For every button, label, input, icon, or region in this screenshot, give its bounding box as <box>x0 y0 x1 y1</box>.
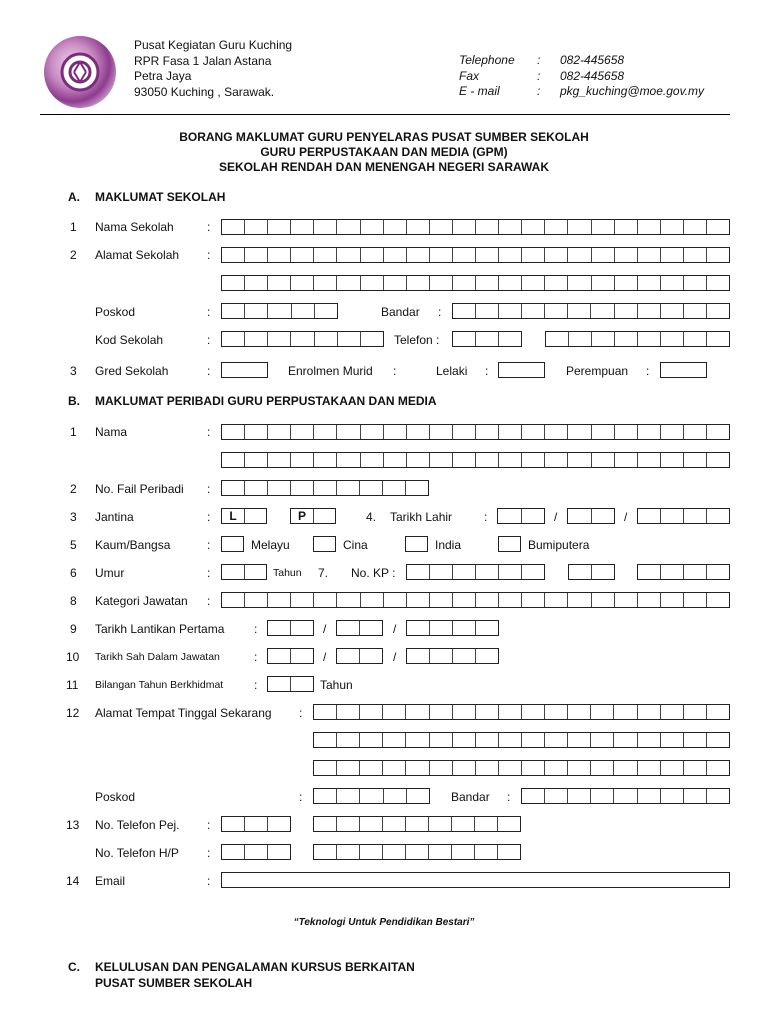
colon: : <box>254 678 258 692</box>
lelaki-label: Lelaki <box>436 364 468 378</box>
form-title-line2: GURU PERPUSTAKAAN DAN MEDIA (GPM) <box>260 145 508 159</box>
no-kp-part2[interactable] <box>568 564 615 580</box>
india-checkbox[interactable] <box>405 536 428 552</box>
tel-hp-number[interactable] <box>313 844 521 860</box>
slash: / <box>393 650 397 664</box>
alamat-tinggal-input-2[interactable] <box>313 732 730 748</box>
colon: : <box>207 364 211 378</box>
colon: : <box>207 248 211 262</box>
bandar-label: Bandar <box>451 790 490 804</box>
kod-sekolah-label: Kod Sekolah <box>95 333 164 347</box>
perempuan-input[interactable] <box>660 362 707 378</box>
sah-day[interactable] <box>267 648 314 664</box>
colon: : <box>438 305 442 319</box>
umur-input[interactable] <box>221 564 267 580</box>
item-number: 5 <box>70 538 77 552</box>
slash: / <box>323 650 327 664</box>
bandar-label: Bandar <box>381 305 420 319</box>
nama-input-1[interactable] <box>221 424 730 440</box>
alamat-tinggal-input-1[interactable] <box>313 704 730 720</box>
colon: : <box>254 622 258 636</box>
enrolmen-label: Enrolmen Murid <box>288 364 373 378</box>
item-number: 8 <box>70 594 77 608</box>
form-title-line1: BORANG MAKLUMAT GURU PENYELARAS PUSAT SUMBER SEKOLAH <box>179 130 589 144</box>
poskod-label: Poskod <box>95 305 136 319</box>
telephone-value: 082-445658 <box>560 53 625 67</box>
alamat-sekolah-input-2[interactable] <box>221 275 730 291</box>
jantina-p-text: P <box>297 509 306 523</box>
bumiputera-checkbox[interactable] <box>498 536 521 552</box>
cina-label: Cina <box>343 538 368 552</box>
gred-sekolah-input[interactable] <box>221 362 268 378</box>
colon: : <box>207 566 211 580</box>
separator: : <box>537 84 541 98</box>
lantikan-month[interactable] <box>336 620 383 636</box>
item-number: 2 <box>70 248 77 262</box>
no-kp-label: No. KP : <box>351 566 396 580</box>
item-number: 9 <box>70 622 77 636</box>
separator: : <box>537 53 541 67</box>
tel-pej-label: No. Telefon Pej. <box>95 818 180 832</box>
no-fail-label: No. Fail Peribadi <box>95 482 184 496</box>
contact-separators <box>537 53 540 100</box>
email-value: pkg_kuching@moe.gov.my <box>560 84 705 98</box>
telefon-area-input[interactable] <box>452 331 522 347</box>
colon: : <box>207 818 211 832</box>
contact-labels <box>459 53 515 100</box>
tahun-label: Tahun <box>273 567 302 579</box>
sah-month[interactable] <box>336 648 383 664</box>
email-label: E - mail <box>459 84 500 98</box>
colon: : <box>207 305 211 319</box>
sah-year[interactable] <box>406 648 499 664</box>
jantina-label: Jantina <box>95 510 134 524</box>
form-title-line3: SEKOLAH RENDAH DAN MENENGAH NEGERI SARAWAK <box>218 160 550 174</box>
tarikh-lantikan-label: Tarikh Lantikan Pertama <box>95 622 225 636</box>
tarikh-lahir-month[interactable] <box>567 508 615 524</box>
lantikan-year[interactable] <box>406 620 499 636</box>
section-c-letter: C. <box>68 960 80 974</box>
tarikh-sah-label: Tarikh Sah Dalam Jawatan <box>95 651 220 663</box>
kaum-label: Kaum/Bangsa <box>95 538 171 552</box>
tel-pej-number[interactable] <box>313 816 521 832</box>
kod-sekolah-input[interactable] <box>221 331 384 347</box>
colon: : <box>393 364 397 378</box>
item-number: 3 <box>70 510 77 524</box>
slash: / <box>554 510 558 524</box>
colon: : <box>207 333 211 347</box>
colon: : <box>299 790 303 804</box>
colon: : <box>207 538 211 552</box>
email-input[interactable] <box>221 872 730 888</box>
perempuan-label: Perempuan <box>566 364 629 378</box>
telephone-label: Telephone <box>459 53 515 67</box>
tel-hp-label: No. Telefon H/P <box>95 846 179 860</box>
colon: : <box>207 594 211 608</box>
lantikan-day[interactable] <box>267 620 314 636</box>
motto: “Teknologi Untuk Pendidikan Bestari” <box>293 917 475 928</box>
nama-input-2[interactable] <box>221 452 730 468</box>
item-number: 14 <box>66 874 80 888</box>
alamat-sekolah-input-1[interactable] <box>221 247 730 263</box>
colon: : <box>207 220 211 234</box>
tarikh-lahir-label: Tarikh Lahir <box>390 510 453 524</box>
colon: : <box>507 790 511 804</box>
poskod-label: Poskod <box>95 790 136 804</box>
fax-label: Fax <box>459 68 480 83</box>
item-number: 10 <box>66 650 80 664</box>
contact-values <box>560 53 704 100</box>
item-number: 11 <box>66 678 79 692</box>
item-number: 1 <box>70 220 77 234</box>
kategori-input[interactable] <box>221 592 730 608</box>
slash: / <box>393 622 397 636</box>
item-number: 13 <box>66 818 80 832</box>
melayu-checkbox[interactable] <box>221 536 244 552</box>
nama-sekolah-label: Nama Sekolah <box>95 220 174 234</box>
colon: : <box>646 364 650 378</box>
org-line: Pusat Kegiatan Guru Kuching <box>134 38 293 52</box>
item-number: 4. <box>366 510 377 524</box>
org-line: 93050 Kuching , Sarawak. <box>134 84 275 99</box>
item-number: 7. <box>318 566 329 580</box>
item-number: 12 <box>66 706 80 720</box>
email-label: Email <box>95 874 126 888</box>
kategori-label: Kategori Jawatan <box>95 594 188 608</box>
colon: : <box>485 364 489 378</box>
jantina-l-text: L <box>229 509 237 523</box>
section-a-letter: A. <box>68 190 80 204</box>
section-c-heading-line2: PUSAT SUMBER SEKOLAH <box>95 976 253 990</box>
section-c-heading-line1: KELULUSAN DAN PENGALAMAN KURSUS BERKAITAN <box>95 960 415 974</box>
tel-hp-area[interactable] <box>221 844 291 860</box>
item-number: 2 <box>70 482 77 496</box>
bilangan-tahun-input[interactable] <box>267 676 314 692</box>
india-label: India <box>435 538 462 552</box>
tarikh-lahir-year[interactable] <box>637 508 730 524</box>
bilangan-tahun-label: Bilangan Tahun Berkhidmat <box>95 679 224 691</box>
lelaki-input[interactable] <box>498 362 545 378</box>
org-line: RPR Fasa 1 Jalan Astana <box>134 53 272 68</box>
item-number: 6 <box>70 566 77 580</box>
organization-address <box>134 38 292 100</box>
no-kp-part3[interactable] <box>637 564 730 580</box>
section-b-letter: B. <box>68 394 80 408</box>
nama-label: Nama <box>95 425 128 439</box>
section-a-heading: MAKLUMAT SEKOLAH <box>95 190 226 204</box>
slash: / <box>323 622 327 636</box>
melayu-label: Melayu <box>251 538 290 552</box>
item-number: 1 <box>70 425 77 439</box>
poskod-input[interactable] <box>221 303 338 319</box>
no-fail-input[interactable] <box>221 480 429 496</box>
colon: : <box>299 706 303 720</box>
slash: / <box>624 510 628 524</box>
gred-sekolah-label: Gred Sekolah <box>95 364 169 378</box>
bandar-tinggal-input[interactable] <box>521 788 730 804</box>
header-divider <box>40 114 730 115</box>
colon: : <box>254 650 258 664</box>
tel-pej-area[interactable] <box>221 816 291 832</box>
alamat-tinggal-input-3[interactable] <box>313 760 730 776</box>
bandar-input[interactable] <box>452 303 730 319</box>
cina-checkbox[interactable] <box>313 536 336 552</box>
telefon-label: Telefon : <box>394 333 440 347</box>
poskod-tinggal-input[interactable] <box>313 788 430 804</box>
telefon-number-input[interactable] <box>545 331 730 347</box>
colon: : <box>207 482 211 496</box>
fax-value: 082-445658 <box>560 68 625 83</box>
alamat-tinggal-label: Alamat Tempat Tinggal Sekarang <box>95 706 272 720</box>
bumiputera-label: Bumiputera <box>528 538 590 552</box>
colon: : <box>207 425 211 439</box>
camera-aperture-icon <box>60 52 100 92</box>
tahun-label: Tahun <box>320 678 353 692</box>
section-b-heading: MAKLUMAT PERIBADI GURU PERPUSTAKAAN DAN MEDIA <box>95 394 437 408</box>
nama-sekolah-input[interactable] <box>221 219 730 235</box>
no-kp-part1[interactable] <box>406 564 545 580</box>
separator: : <box>537 68 541 83</box>
colon: : <box>207 874 211 888</box>
organization-logo <box>44 36 116 108</box>
org-line: Petra Jaya <box>134 69 192 83</box>
alamat-sekolah-label: Alamat Sekolah <box>95 248 180 262</box>
umur-label: Umur <box>95 566 125 580</box>
colon: : <box>484 510 488 524</box>
tarikh-lahir-day[interactable] <box>497 508 545 524</box>
colon: : <box>207 846 211 860</box>
colon: : <box>207 510 211 524</box>
item-number: 3 <box>70 364 77 378</box>
